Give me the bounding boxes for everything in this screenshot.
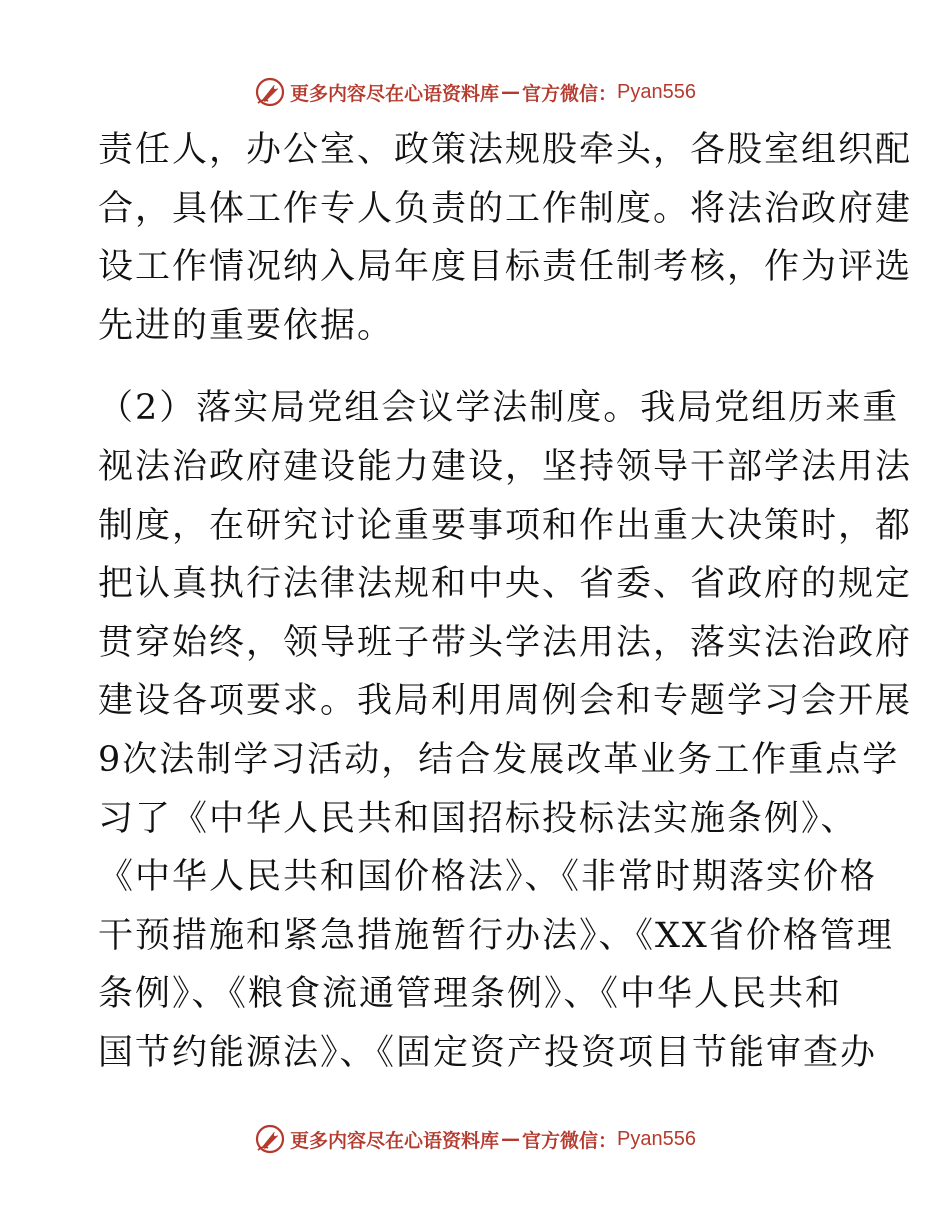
text-line: 国节约能源法》、《固定资产投资项目节能审查办 xyxy=(98,1032,878,1073)
text-line: 责任人，办公室、政策法规股牵头，各股室组织配 xyxy=(98,130,913,170)
document-body xyxy=(98,121,913,1083)
text-line: 《中华人民共和国价格法》、《非常时期落实价格 xyxy=(98,857,878,898)
banner-wechat-label: 官方微信： xyxy=(522,1129,618,1152)
paragraph-spacer xyxy=(98,355,858,379)
text-line: 干预措施和紧急措施暂行办法》、《XX省价格管理 xyxy=(98,915,894,956)
text-line: 合，具体工作专人负责的工作制度。将法治政府建 xyxy=(98,188,913,229)
banner-main-text: 更多内容尽在心语资料库 xyxy=(290,82,500,105)
banner-wechat-id: Pyan556 xyxy=(617,80,696,103)
text-line: 视法治政府建设能力建设，坚持领导干部学法用法 xyxy=(98,446,913,487)
banner-separator: — xyxy=(501,81,521,103)
paragraph-2 xyxy=(98,379,913,1082)
text-line: 习了《中华人民共和国招标投标法实施条例》、 xyxy=(98,798,858,839)
text-line: 制度，在研究讨论重要事项和作出重大决策时，都 xyxy=(98,505,913,546)
footer-watermark-banner xyxy=(0,1119,950,1159)
text-line: 建设各项要求。我局利用周例会和专题学习会开展 xyxy=(98,681,913,722)
pen-nib-logo-icon xyxy=(254,76,286,108)
banner-main-text: 更多内容尽在心语资料库 xyxy=(290,1129,500,1152)
text-line: 贯穿始终，领导班子带头学法用法，落实法治政府 xyxy=(98,622,913,663)
text-line: 设工作情况纳入局年度目标责任制考核，作为评选 xyxy=(98,247,913,288)
paragraph-1 xyxy=(98,121,913,355)
text-line: 条例》、《粮食流通管理条例》、《中华人民共和 xyxy=(98,974,843,1015)
banner-separator: — xyxy=(501,1128,521,1150)
text-line: 把认真执行法律法规和中央、省委、省政府的规定 xyxy=(98,564,913,605)
header-watermark-banner xyxy=(0,72,950,112)
banner-wechat-id: Pyan556 xyxy=(617,1127,696,1150)
text-line: 先进的重要依据。 xyxy=(98,305,395,346)
pen-nib-logo-icon xyxy=(254,1123,286,1155)
banner-wechat-label: 官方微信： xyxy=(522,82,618,105)
text-line: （2）落实局党组会议学法制度。我局党组历来重 xyxy=(98,388,900,429)
text-line: 9次法制学习活动，结合发展改革业务工作重点学 xyxy=(98,739,900,780)
